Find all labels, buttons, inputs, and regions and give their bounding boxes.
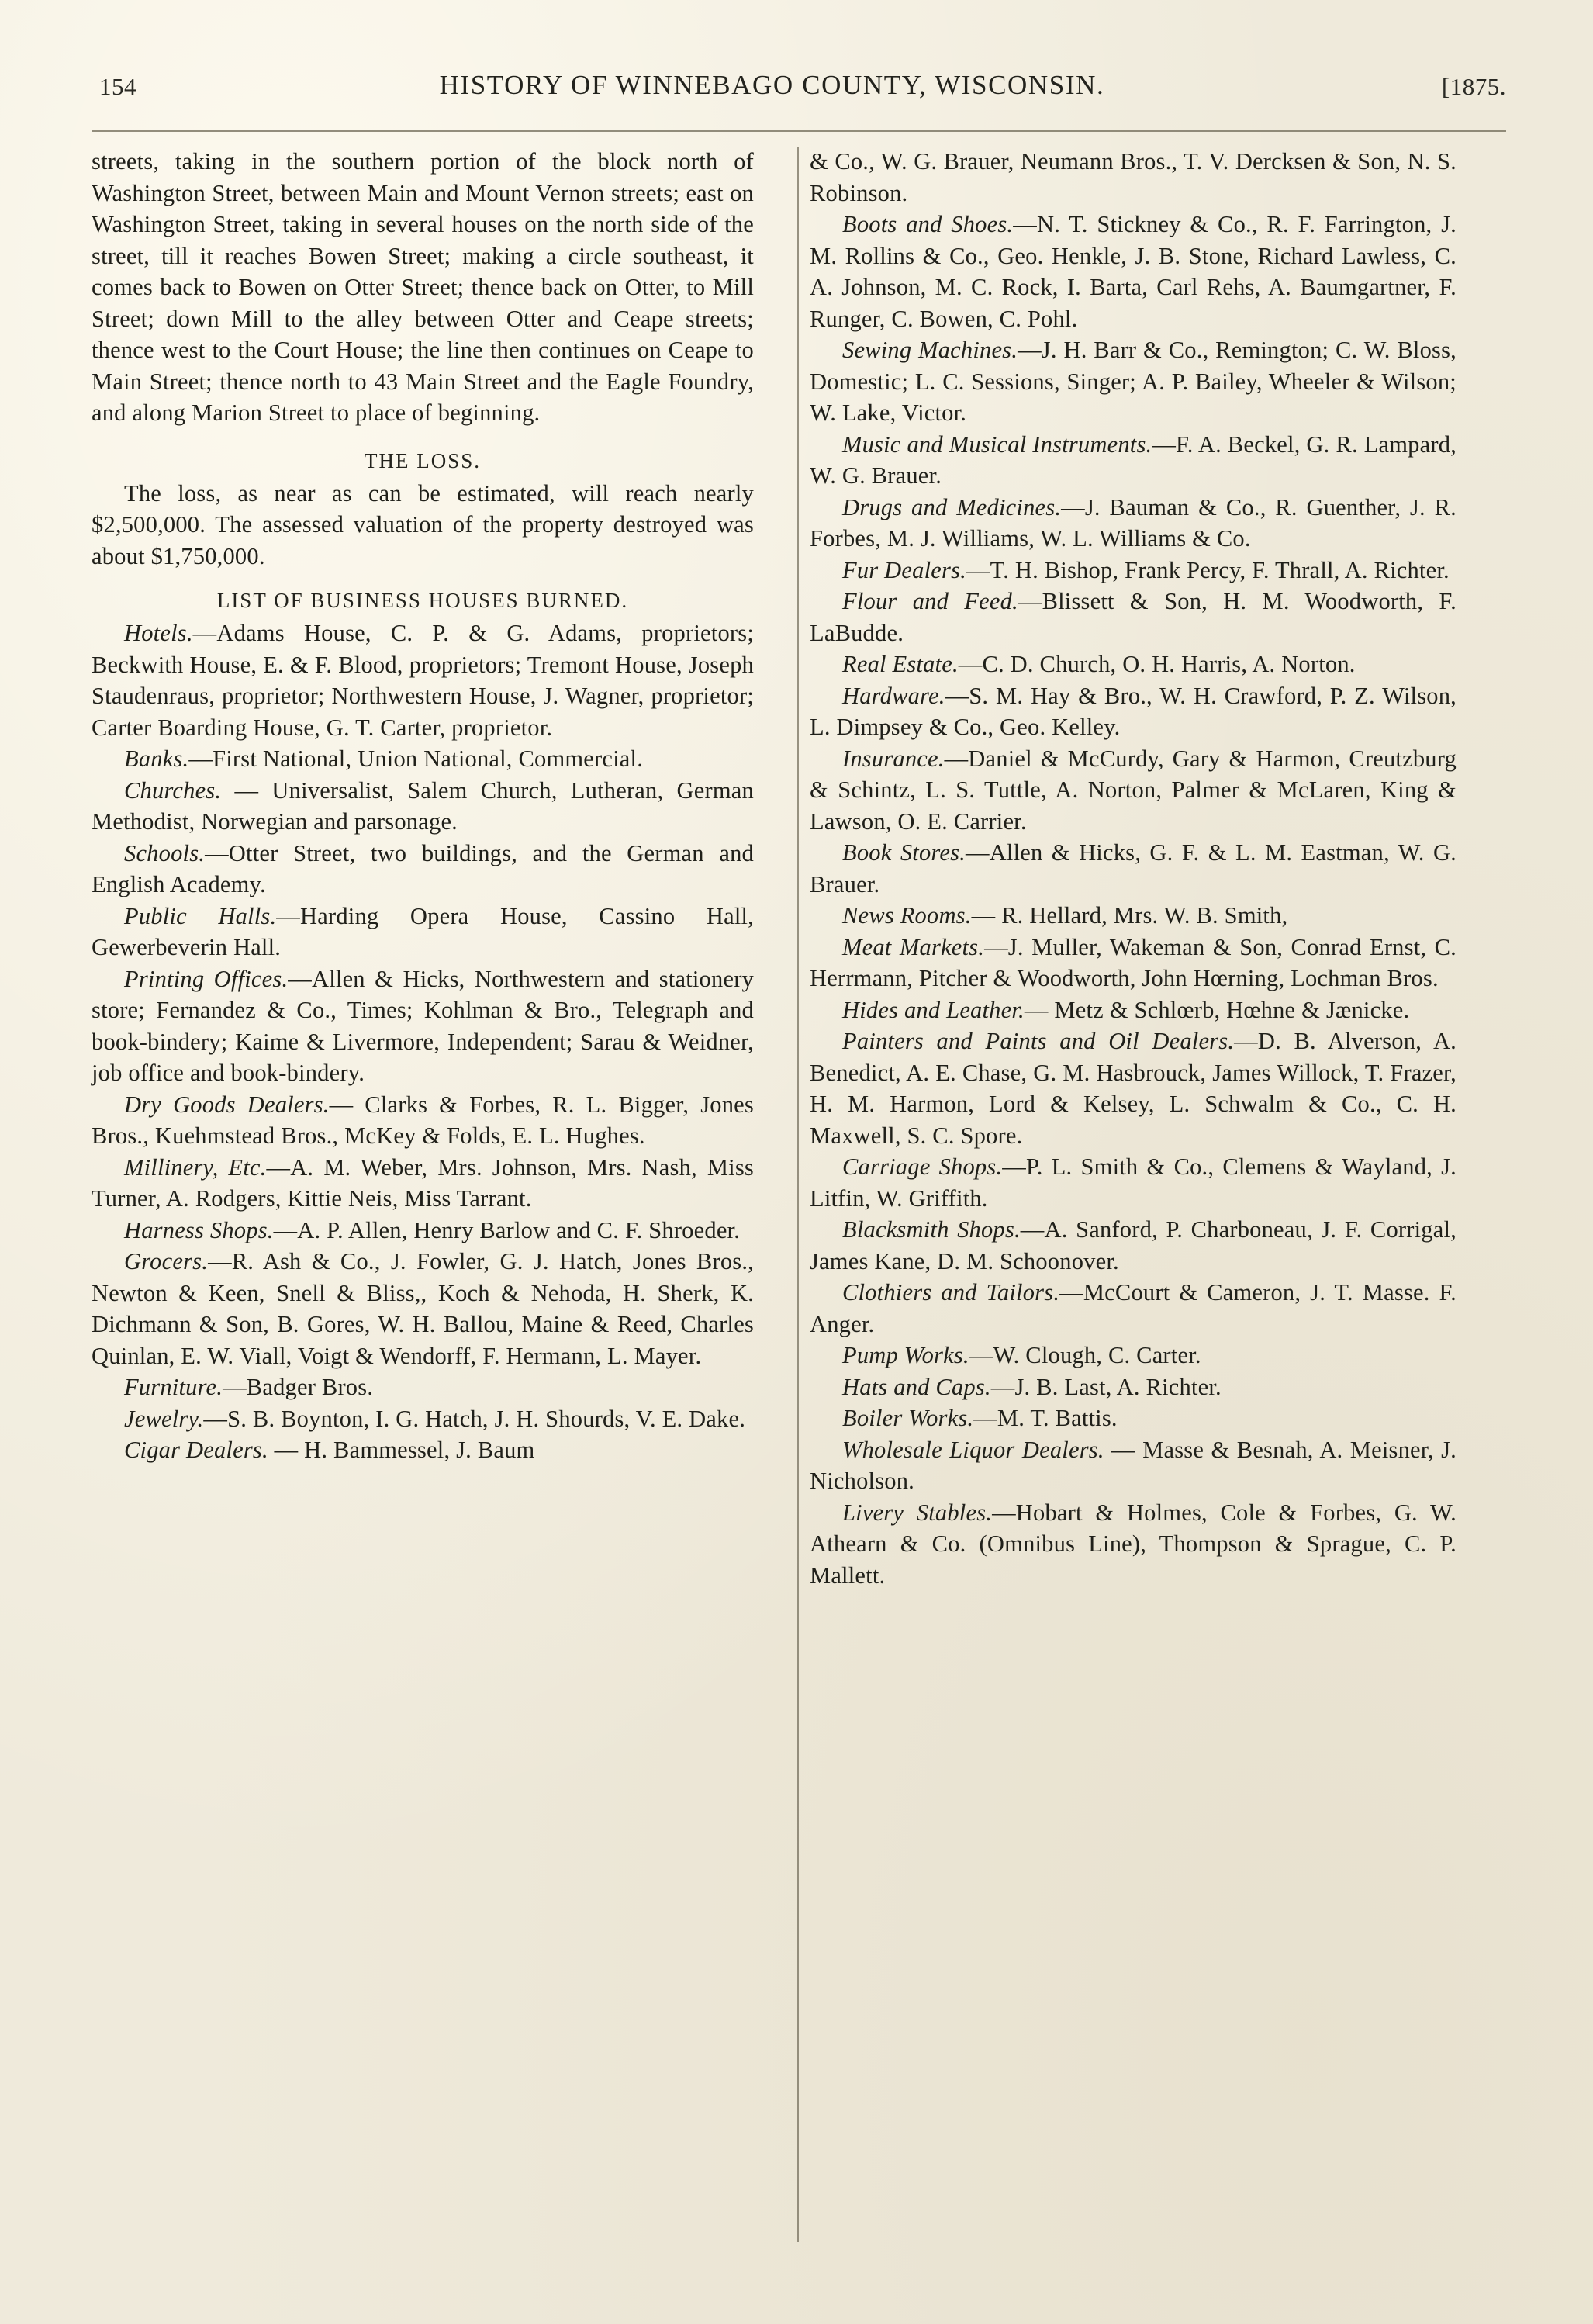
entry-category: Public Halls. xyxy=(124,902,277,929)
entry-text: —S. M. Hay & Bro., W. H. Crawford, P. Z. Wilson, L. Dimpsey & Co., Geo. Kelley. xyxy=(810,682,1457,740)
list-item xyxy=(810,1214,1457,1277)
entry-text: —J. Bauman & Co., R. Guenther, J. R. Forbes, M. J. Williams, W. L. Williams & Co. xyxy=(810,493,1457,552)
entry-text: —McCourt & Cameron, J. T. Masse. F. Anger. xyxy=(810,1279,1457,1337)
entry-text: —D. B. Alverson, A. Benedict, A. E. Chase, G. M. Hasbrouck, James Willock, T. Frazer, H. M. Harmon, Lord & Kelsey, L. Schwalm & Co., C. H. Maxwell, S. C. Spore. xyxy=(810,1028,1457,1149)
entry-category: Hotels. xyxy=(124,620,193,646)
list-item xyxy=(92,775,754,838)
entry-category: Carriage Shops. xyxy=(842,1153,1003,1180)
entry-category: Schools. xyxy=(124,839,206,866)
list-item xyxy=(810,932,1457,994)
left-column xyxy=(92,146,774,2271)
entry-text: — Metz & Schlœrb, Hœhne & Jænicke. xyxy=(1024,996,1410,1023)
list-item xyxy=(810,1497,1457,1592)
entry-text: —W. Clough, C. Carter. xyxy=(969,1342,1201,1368)
list-item xyxy=(810,1025,1457,1151)
list-item xyxy=(810,648,1457,680)
entry-text: —First National, Union National, Commercial. xyxy=(188,745,644,772)
entry-category: Pump Works. xyxy=(842,1342,969,1368)
entry-category: Music and Musical Instruments. xyxy=(842,431,1152,458)
entry-text: —T. H. Bishop, Frank Percy, F. Thrall, A. Richter. xyxy=(966,556,1450,583)
entry-text: —C. D. Church, O. H. Harris, A. Norton. xyxy=(958,651,1356,677)
entry-category: Livery Stables. xyxy=(842,1499,993,1526)
entry-text: —Hobart & Holmes, Cole & Forbes, G. W. Athearn & Co. (Omnibus Line), Thompson & Sprague, C. P. Mallett. xyxy=(810,1499,1457,1589)
list-item xyxy=(810,1371,1457,1403)
entry-text: — Universalist, Salem Church, Lutheran, German Methodist, Norwegian and parsonage. xyxy=(92,776,754,835)
entry-category: Hides and Leather. xyxy=(842,996,1025,1023)
list-item xyxy=(92,1403,754,1435)
entry-category: Dry Goods Dealers. xyxy=(124,1091,330,1118)
entry-category: Meat Markets. xyxy=(842,933,985,960)
entry-category: Boots and Shoes. xyxy=(842,211,1014,237)
entry-category: Clothiers and Tailors. xyxy=(842,1279,1060,1306)
entry-text: —Badger Bros. xyxy=(223,1374,374,1400)
entry-text: —Daniel & McCurdy, Gary & Harmon, Creutzburg & Schintz, L. S. Tuttle, A. Norton, Palmer & McLaren, King & Lawson, O. E. Carrier. xyxy=(810,745,1457,835)
list-item xyxy=(92,1089,754,1152)
entry-text: —Blissett & Son, H. M. Woodworth, F. LaBudde. xyxy=(810,588,1457,646)
entry-category: Churches. xyxy=(124,776,222,804)
list-item xyxy=(92,1371,754,1403)
entry-category: Insurance. xyxy=(842,745,945,772)
entry-text: —S. B. Boynton, I. G. Hatch, J. H. Shourds, V. E. Dake. xyxy=(203,1405,746,1432)
page-number-left: 154 xyxy=(99,73,136,100)
list-item xyxy=(92,901,754,963)
list-item xyxy=(810,1340,1457,1371)
entry-category: Jewelry. xyxy=(124,1405,204,1432)
entry-text: —A. Sanford, P. Charboneau, J. F. Corrigal, James Kane, D. M. Schoonover. xyxy=(810,1216,1457,1274)
page-sheet xyxy=(85,47,1512,2281)
entry-category: Fur Dealers. xyxy=(842,556,966,583)
list-item xyxy=(92,1215,754,1247)
list-item xyxy=(810,680,1457,743)
list-item xyxy=(810,743,1457,838)
entry-category: Flour and Feed. xyxy=(842,588,1018,614)
entry-category: Cigar Dealers. xyxy=(124,1437,268,1463)
list-item xyxy=(92,743,754,775)
list-item xyxy=(810,1277,1457,1340)
entry-category: Real Estate. xyxy=(842,651,959,677)
list-item xyxy=(92,963,754,1089)
list-item xyxy=(810,1151,1457,1214)
entry-category: Book Stores. xyxy=(842,839,966,866)
entry-text: —A. P. Allen, Henry Barlow and C. F. Shroeder. xyxy=(273,1216,741,1243)
entry-category: News Rooms. xyxy=(842,902,972,929)
running-head xyxy=(85,47,1512,101)
header-rule xyxy=(92,130,1506,132)
list-item xyxy=(92,838,754,901)
entry-text: — H. Bammessel, J. Baum xyxy=(268,1437,535,1463)
entry-text: —N. T. Stickney & Co., R. F. Farrington, J. M. Rollins & Co., Geo. Henkle, J. B. Stone, Richard Lawless, C. A. Johnson, M. C. Rock, I. Barta, Carl Rehs, A. Baumgartner, F. Runger, C. Bowen, C. Pohl. xyxy=(810,211,1457,332)
entry-category: Hats and Caps. xyxy=(842,1373,991,1400)
entry-category: Wholesale Liquor Dealers. xyxy=(842,1436,1104,1463)
list-item xyxy=(810,334,1457,429)
entry-category: Sewing Machines. xyxy=(842,337,1018,363)
page-title: HISTORY OF WINNEBAGO COUNTY, WISCONSIN. xyxy=(439,70,1105,100)
right-column xyxy=(774,146,1457,2271)
entry-text: —Allen & Hicks, Northwestern and stationery store; Fernandez & Co., Times; Kohlman & Bro., Telegraph and book-bindery; Kaime & Livermore, Independent; Sarau & Weidner, job office and book-bindery. xyxy=(92,965,754,1086)
entry-text: —J. Muller, Wakeman & Son, Conrad Ernst, C. Herrmann, Pitcher & Woodworth, John Hœrning, Lochman Bros. xyxy=(810,933,1457,991)
entry-text: —F. A. Beckel, G. R. Lampard, W. G. Brauer. xyxy=(810,431,1457,489)
entry-category: Hardware. xyxy=(842,682,945,709)
paragraph-loss: The loss, as near as can be estimated, will reach nearly $2,500,000. The assessed valuation of the property destroyed was about $1,750,000. xyxy=(92,479,754,569)
entry-category: Blacksmith Shops. xyxy=(842,1216,1021,1243)
entry-category: Grocers. xyxy=(124,1248,209,1274)
list-item xyxy=(810,586,1457,648)
paragraph-continuation: & Co., W. G. Brauer, Neumann Bros., T. V. Dercksen & Son, N. S. Robinson. xyxy=(810,148,1457,206)
list-item xyxy=(810,900,1457,932)
entry-text: — R. Hellard, Mrs. W. B. Smith, xyxy=(971,902,1288,929)
list-item xyxy=(810,492,1457,555)
entry-text: —Harding Opera House, Cassino Hall, Gewerbeverin Hall. xyxy=(92,902,754,960)
entry-text: —P. L. Smith & Co., Clemens & Wayland, J. Litfin, W. Griffith. xyxy=(810,1153,1457,1212)
entry-category: Millinery, Etc. xyxy=(124,1153,267,1181)
entry-text: —R. Ash & Co., J. Fowler, G. J. Hatch, Jones Bros., Newton & Keen, Snell & Bliss,, Koch & Nehoda, H. Sherk, K. Dichmann & Son, B. Gores, W. H. Ballou, Maine & Reed, Charles Quinlan, E. W. Viall, Voigt & Wendorff, F. Hermann, L. Mayer. xyxy=(92,1248,754,1369)
list-item xyxy=(810,1402,1457,1434)
entry-category: Furniture. xyxy=(124,1374,223,1400)
year-marker: [1875. xyxy=(1441,73,1506,100)
entry-category: Painters and Paints and Oil Dealers. xyxy=(842,1028,1235,1054)
list-item xyxy=(92,1434,754,1466)
list-item xyxy=(810,1434,1457,1497)
entry-text: —J. H. Barr & Co., Remington; C. W. Bloss, Domestic; L. C. Sessions, Singer; A. P. Bailey, Wheeler & Wilson; W. Lake, Victor. xyxy=(810,337,1457,426)
entry-text: —Adams House, C. P. & G. Adams, proprietors; Beckwith House, E. & F. Blood, proprietors; Tremont House, Joseph Staudenraus, proprietor; Northwestern House, J. Wagner, proprietor; Carter Boarding House, G. T. Carter, proprietor. xyxy=(92,620,754,741)
paragraph-boundary-description: streets, taking in the southern portion of the block north of Washington Street, between Main and Mount Vernon streets; east on Washington Street, taking in several houses on the north side of the street, till it reaches Bowen Street; making a circle southeast, it comes back to Bowen on Otter Street; thence back on Otter, to Mill Street; down Mill to the alley between Otter and Ceape streets; thence west to the Court House; the line then continues on Ceape to Main Street; thence north to 43 Main Street and the Eagle Foundry, and along Marion Street to place of beginning. xyxy=(92,148,754,426)
entry-category: Harness Shops. xyxy=(124,1216,274,1243)
list-item xyxy=(92,617,754,743)
entry-text: —M. T. Battis. xyxy=(973,1405,1118,1431)
entry-text: — Masse & Besnah, A. Meisner, J. Nicholson. xyxy=(810,1436,1457,1494)
entry-text: —Otter Street, two buildings, and the German and English Academy. xyxy=(92,839,754,897)
text-columns xyxy=(92,146,1506,2271)
entry-category: Drugs and Medicines. xyxy=(842,493,1062,520)
list-item xyxy=(92,1152,754,1215)
entry-category: Printing Offices. xyxy=(124,965,289,992)
list-item xyxy=(810,429,1457,492)
entry-text: —Allen & Hicks, G. F. & L. M. Eastman, W. G. Brauer. xyxy=(810,839,1457,897)
entry-text: — Clarks & Forbes, R. L. Bigger, Jones Bros., Kuehmstead Bros., McKey & Folds, E. L. Hughes. xyxy=(92,1091,754,1149)
entry-text: —A. M. Weber, Mrs. Johnson, Mrs. Nash, Miss Turner, A. Rodgers, Kittie Neis, Miss Tarrant. xyxy=(92,1153,754,1212)
list-item xyxy=(810,209,1457,334)
section-heading-list-of-business-houses-burned: LIST OF BUSINESS HOUSES BURNED. xyxy=(216,589,629,612)
list-item xyxy=(810,994,1457,1026)
entry-category: Banks. xyxy=(124,745,189,772)
list-item xyxy=(810,837,1457,900)
list-item xyxy=(92,1246,754,1371)
section-heading-the-loss: THE LOSS. xyxy=(364,448,481,472)
list-item xyxy=(810,555,1457,586)
entry-text: —J. B. Last, A. Richter. xyxy=(990,1373,1222,1400)
entry-category: Boiler Works. xyxy=(842,1405,974,1431)
